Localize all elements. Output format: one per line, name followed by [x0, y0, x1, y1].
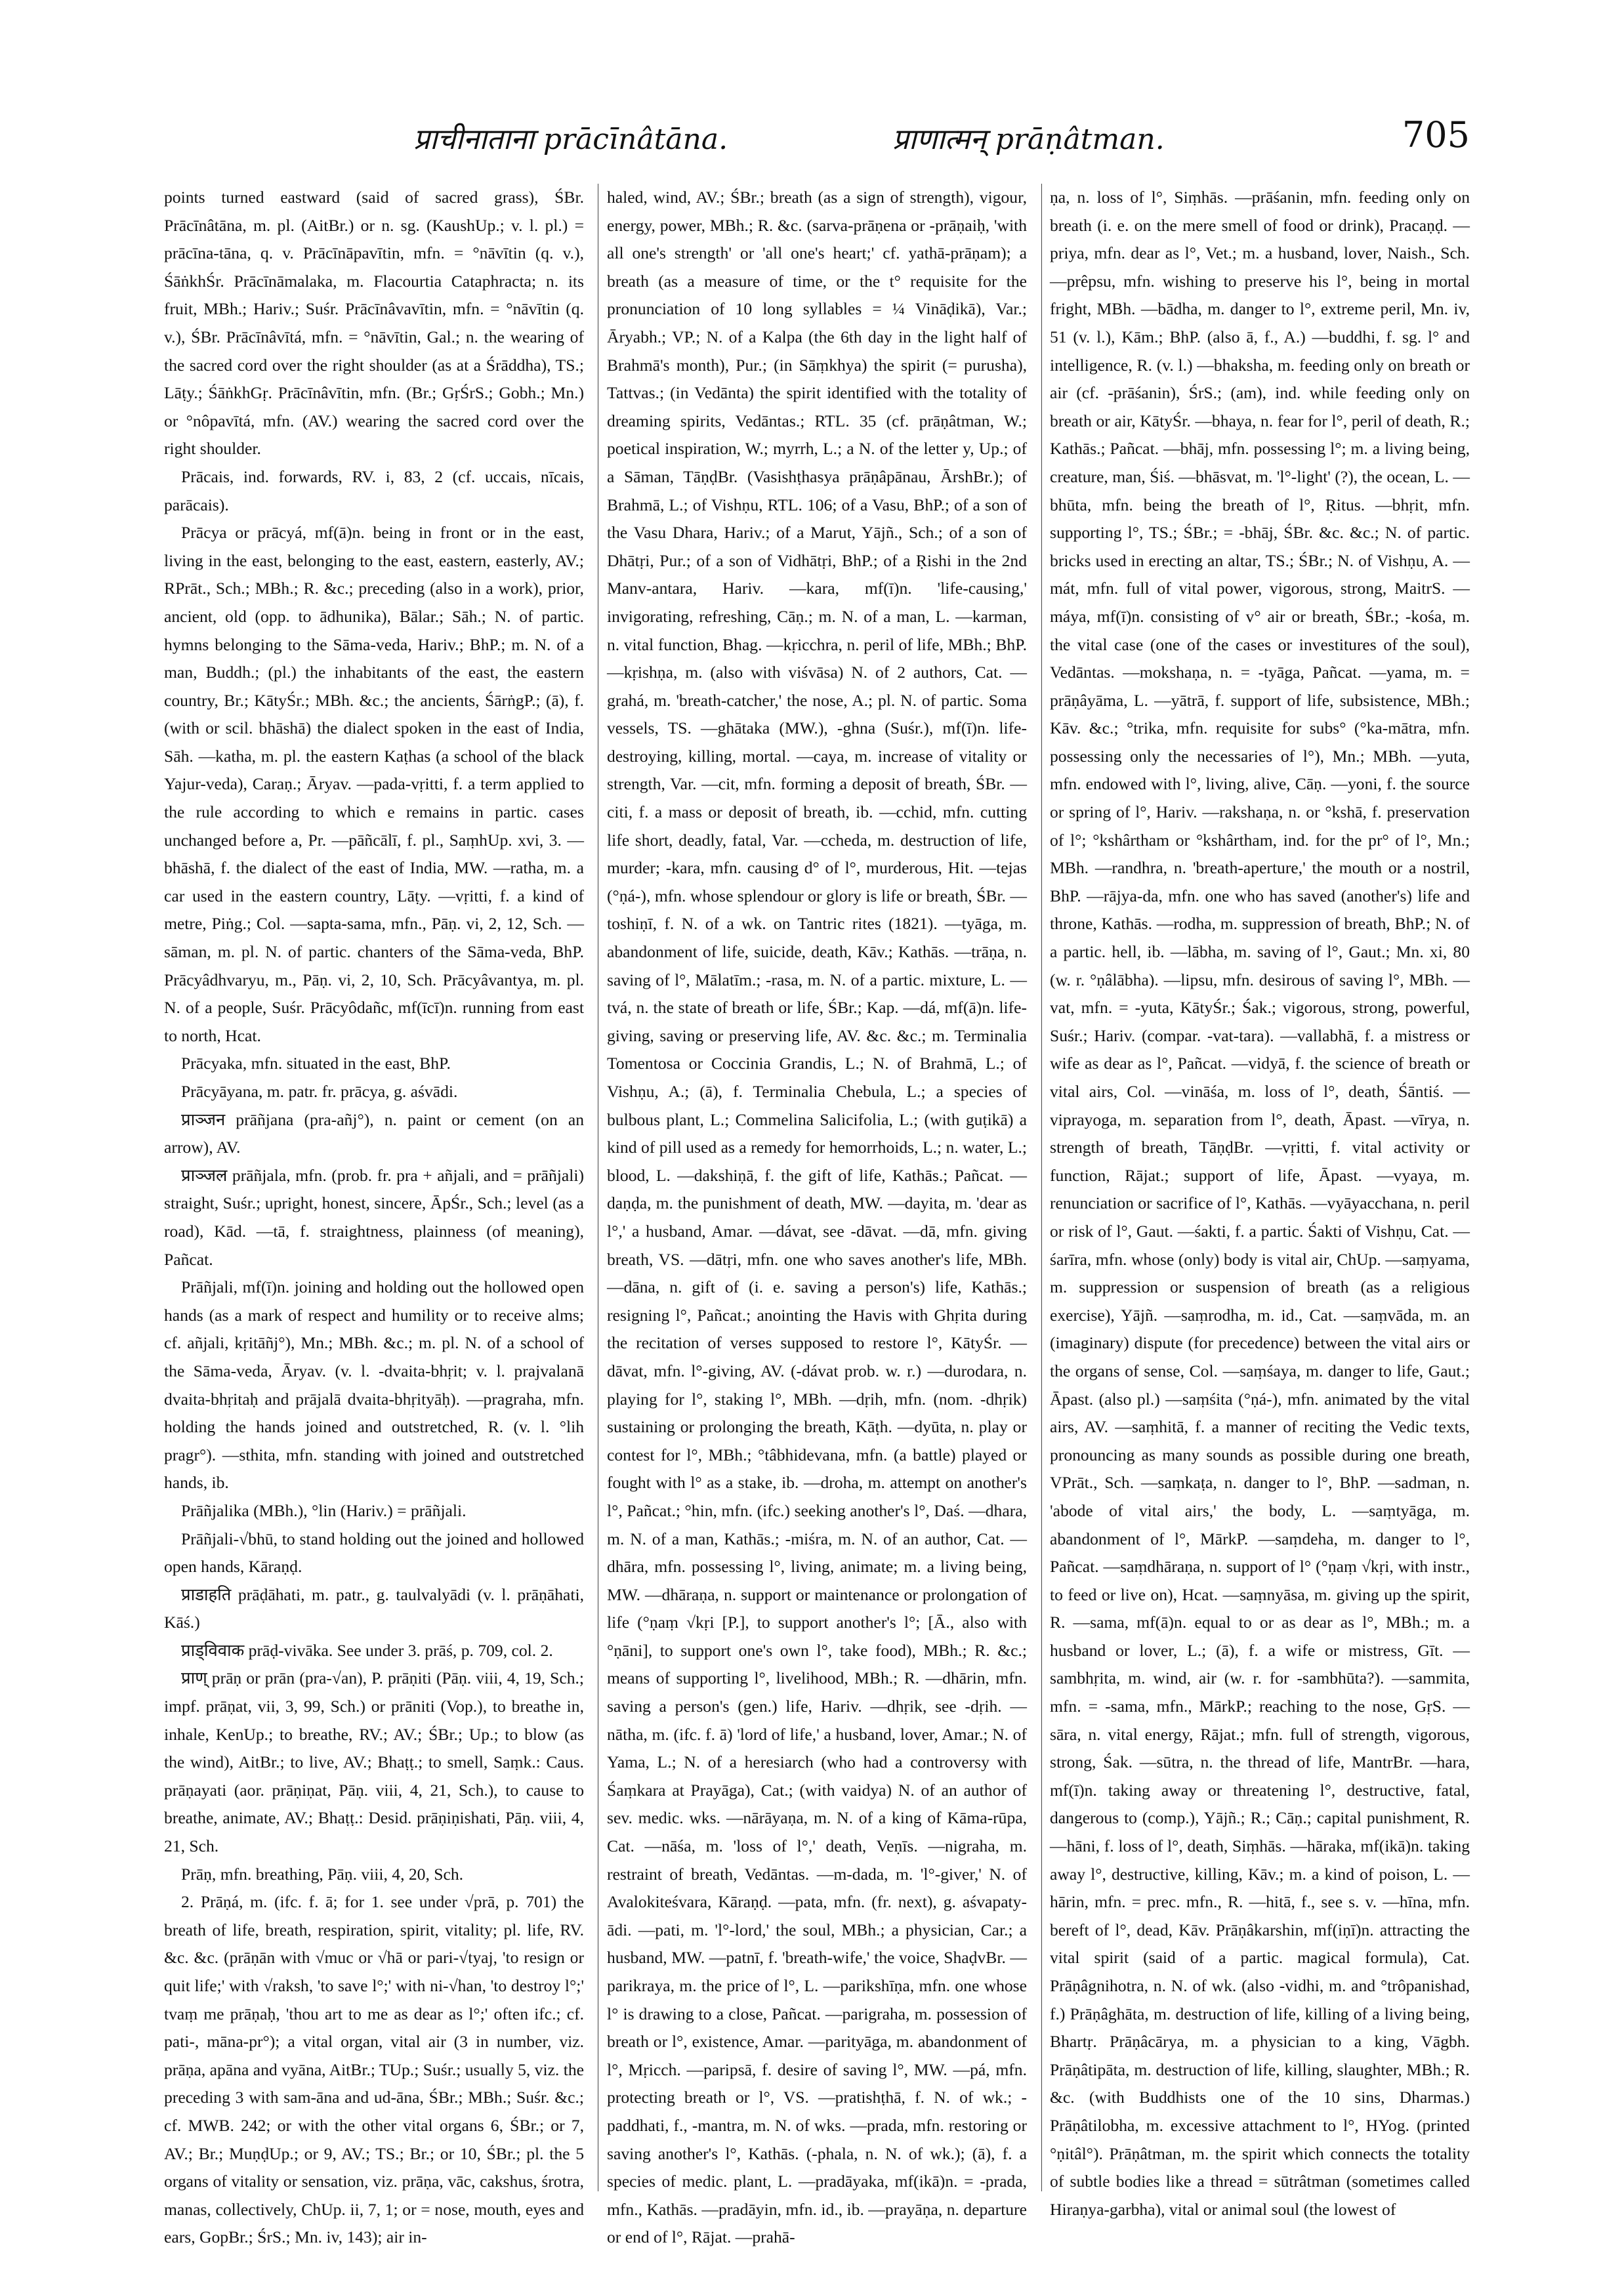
entry-paragraph: प्राड्विवाक prāḍ-vivāka. See under 3. prāś, p. 709, col. 2. [181, 1640, 553, 1660]
entry-paragraph: Prāṇ, mfn. breathing, Pāṇ. viii, 4, 20, Sch. [181, 1864, 464, 1884]
entry-paragraph: haled, wind, AV.; ŚBr.; breath (as a sign of strength), vigour, energy, power, MBh.; R. &c. (sarva-prāṇena or -prāṇaiḥ, 'with all one's strength' or 'all one's heart;' cf. yathā-prāṇam); a breath (as a measure of time, or the t° requisite for the pronunciation of 10 long syllables = ¼ Vināḍikā), Var.; Āryabh.; VP.; N. of a Kalpa (the 6th day in the light half of Brahmā's month), Pur.; (in Sāṃkhya) the spirit (= purusha), Tattvas.; (in Vedānta) the spirit identified with the totality of dreaming spirits, Vedāntas.; RTL. 35 (cf. prāṇâtman, W.; poetical inspiration, W.; myrrh, L.; a N. of the letter y, Up.; of a Sāman, TāṇḍBr. (Vasishṭhasya prāṇâpānau, ĀrshBr.); of Brahmā, L.; of Vishṇu, RTL. 106; of a Vasu, BhP.; of a son of the Vasu Dhara, Hariv.; of a Marut, Yājñ., Sch.; of a son of Dhātṛi, Pur.; of a son of Vidhātṛi, BhP.; of a Ṛishi in the 2nd Manv-antara, Hariv. —kara, mf(ī)n. 'life-causing,' invigorating, refreshing, Cāṇ.; m. N. of a man, L. —karman, n. vital function, Bhag. —kṛicchra, n. peril of life, MBh.; BhP. —kṛishṇa, m. (also with viśvāsa) N. of 2 authors, Cat. —grahá, m. 'breath-catcher,' the nose, A.; pl. N. of partic. Soma vessels, TS. —ghātaka (MW.), -ghna (Suśr.), mf(ī)n. life-destroying, killing, mortal. —caya, m. increase of vitality or strength, Var. —cit, mfn. forming a deposit of breath, ŚBr. —citi, f. a mass or deposit of breath, ib. —cchid, mfn. cutting life short, deadly, fatal, Var. —ccheda, m. destruction of life, murder; -kara, mfn. causing d° of l°, murderous, Hit. —tejas (°ṇá-), mfn. whose splendour or glory is life or breath, ŚBr. —toshiṇī, f. N. of a wk. on Tantric rites (1821). —tyāga, m. abandonment of life, suicide, death, Kāv.; Kathās. —trāṇa, n. saving of l°, Mālatīm.; -rasa, m. N. of a partic. mixture, L. —tvá, n. the state of breath or life, ŚBr.; Kap. —dá, mf(ā)n. life-giving, saving or preserving life, AV. &c. &c.; m. Terminalia Tomentosa or Coccinia Grandis, L.; N. of Brahmā, L.; of Vishṇu, A.; (ā), f. Terminalia Chebula, L.; a species of bulbous plant, L.; Commelina Salicifolia, L.; (with guṭikā) a kind of pill used as a remedy for hemorrhoids, L.; n. water, L.; blood, L. —dakshiṇā, f. the gift of life, Kathās.; Pañcat. —daṇḍa, m. the punishment of death, MW. —dayita, m. 'dear as l°,' a husband, Amar. —dávat, see -dāvat. —dā, mfn. giving breath, VS. —dātṛi, mfn. one who saves another's life, MBh. —dāna, n. gift of (i. e. saving a person's) life, Kathās.; resigning l°, Pañcat.; anointing the Havis with Ghṛita during the recitation of verses supposed to restore l°, KātyŚr. —dāvat, mfn. l°-giving, AV. (-dávat prob. w. r.) —durodara, n. playing for l°, staking l°, MBh. —dṛih, mfn. (nom. -dhṛik) sustaining or prolonging the breath, Kāṭh. —dyūta, n. play or contest for l°, MBh.; °tâbhidevana, mfn. (a battle) played or fought with l° as a stake, ib. —droha, m. attempt on another's l°, Pañcat.; °hin, mfn. (ifc.) seeking another's l°, Daś. —dhara, m. N. of a man, Kathās.; -miśra, m. N. of an author, Cat. —dhāra, mfn. possessing l°, living, animate; m. a living being, MW. —dhāraṇa, n. support or maintenance or prolongation of life (°ṇaṃ √kṛi [P.], to support another's l°; [Ā., also with °ṇāni], to support one's own l°, take food), MBh.; R. &c.; means of supporting l°, livelihood, MBh.; R. —dhārin, mfn. saving a person's (gen.) life, Hariv. —dhṛik, see -dṛih. —nātha, m. (ifc. f. ā) 'lord of life,' a husband, lover, Amar.; N. of Yama, L.; N. of a heresiarch (who had a controversy with Śaṃkara at Prayāga), Cat.; (with vaidya) N. of an author of sev. medic. wks. —nārāyaṇa, m. N. of a king of Kāma-rūpa, Cat. —nāśa, m. 'loss of l°,' death, Veṇīs. —nigraha, m. restraint of breath, Vedāntas. —m-dada, m. 'l°-giver,' N. of Avalokiteśvara, Kāraṇḍ. —pata, mfn. (fr. next), g. aśvapaty-ādi. —pati, m. 'l°-lord,' the soul, MBh.; a physician, Car.; a husband, MW. —patnī, f. 'breath-wife,' the voice, ShaḍvBr. —parikraya, m. the price of l°, L. —parikshīṇa, mfn. one whose l° is drawing to a close, Pañcat. —parigraha, m. possession of breath or l°, existence, Amar. —parityāga, m. abandonment of l°, Mṛicch. —paripsā, f. desire of saving l°, MW. —pá, mfn. protecting breath or l°, VS. —pratishṭhā, f. N. of wk.; -paddhati, f., -mantra, m. N. of wks. —prada, mfn. restoring or saving another's l°, Kathās. (-phala, n. N. of wk.); (ā), f. a species of medic. plant, L. —pradāyaka, mf(ikā)n. = -prada, mfn., Kathās. —pradāyin, mfn. id., ib. —prayāṇa, n. departure or end of l°, Rājat. —prahā- [607, 188, 1027, 2247]
header-left-headword: प्राचीनाताना prācīnâtāna. [413, 123, 728, 156]
entry-paragraph: 2. Prāṇá, m. (ifc. f. ā; for 1. see under √prā, p. 701) the breath of life, breath, respiration, spirit, vitality; pl. life, RV. &c. &c. (prāṇān with √muc or √hā or pari-√tyaj, 'to resign or quit life;' with √raksh, 'to save l°;' with ni-√han, 'to destroy l°;' tvaṃ me prāṇaḥ, 'thou art to me as dear as l°;' often ifc.; cf. pati-, māna-pr°); a vital organ, vital air (3 in number, viz. prāṇa, apāna and vyāna, AitBr.; TUp.; Suśr.; usually 5, viz. the preceding 3 with sam-āna and ud-āna, ŚBr.; MBh.; Suśr. &c.; cf. MWB. 242; or with the other vital organs 6, ŚBr.; or 7, AV.; Br.; MuṇḍUp.; or 9, AV.; TS.; Br.; or 10, ŚBr.; pl. the 5 organs of vitality or sensation, viz. prāṇa, vāc, cakshus, śrotra, manas, collectively, ChUp. ii, 7, 1; or = nose, mouth, eyes and ears, GopBr.; ŚrS.; Mn. iv, 143); air in- [164, 1892, 584, 2247]
entry-paragraph: Prāñjali, mf(ī)n. joining and holding out the hollowed open hands (as a mark of respect and humility or to receive alms; cf. añjali, kṛitāñj°), Mn.; MBh. &c.; m. pl. N. of a school of the Sāma-veda, Āryav. (v. l. -dvaita-bhṛit; v. l. prajvalanā dvaita-bhṛitaḥ and prājalā dvaita-bhṛityāḥ). —pragraha, mfn. holding the hands joined and outstretched, R. (v. l. °lih pragr°). —sthita, mfn. standing with joined and outstretched hands, ib. [164, 1277, 584, 1493]
entry-paragraph: ṇa, n. loss of l°, Siṃhās. —prāśanin, mfn. feeding only on breath (i. e. on the mere smell of food or drink), Pracaṇḍ. —priya, mfn. dear as l°, Vet.; m. a husband, lover, Naish., Sch. —prêpsu, mfn. wishing to preserve his l°, being in mortal fright, MBh. —bādha, m. danger to l°, extreme peril, Mn. iv, 51 (v. l.), Kām.; BhP. (also ā, f., A.) —buddhi, f. sg. l° and intelligence, R. (v. l.) —bhaksha, m. feeding only on breath or air (cf. -prāśanin), ŚrS.; (am), ind. while feeding only on breath or air, KātyŚr. —bhaya, n. fear for l°, peril of death, R.; Kathās.; Pañcat. —bhāj, mfn. possessing l°; m. a living being, creature, man, Śiś. —bhāsvat, m. 'l°-light' (?), the ocean, L. —bhūta, mfn. being the breath of l°, Ṛitus. —bhṛit, mfn. supporting l°, TS.; ŚBr.; = -bhāj, ŚBr. &c. &c.; N. of partic. bricks used in erecting an altar, TS.; ŚBr.; N. of Vishṇu, A. —mát, mfn. full of vital power, vigorous, strong, MaitrS. —máya, mf(ī)n. consisting of v° air or breath, ŚBr.; -kośa, m. the vital case (one of the cases or investitures of the soul), Vedāntas. —mokshaṇa, n. = -tyāga, Pañcat. —yama, m. = prāṇâyāma, L. —yātrā, f. support of life, subsistence, MBh.; Kāv. &c.; °trika, mfn. requisite for subs° (°ka-mātra, mfn. possessing only the necessaries of l°), Mn.; MBh. —yuta, mfn. endowed with l°, living, alive, Cāṇ. —yoni, f. the source or spring of l°, Hariv. —rakshaṇa, n. or °kshā, f. preservation of l°; °kshârtham or °kshârtham, ind. for the pr° of l°, Mn.; MBh. —randhra, n. 'breath-aperture,' the mouth or a nostril, BhP. —rājya-da, mfn. one who has saved (another's) life and throne, Kathās. —rodha, m. suppression of breath, BhP.; N. of a partic. hell, ib. —lābha, m. saving of l°, Gaut.; Mn. xi, 80 (w. r. °ṇâlābha). —lipsu, mfn. desirous of saving l°, MBh. —vat, mfn. = -yuta, KātyŚr.; Śak.; vigorous, strong, powerful, Suśr.; Hariv. (compar. -vat-tara). —vallabhā, f. a mistress or wife as dear as l°, Pañcat. —vidyā, f. the science of breath or vital airs, Col. —vināśa, m. loss of l°, death, Śāntiś. —viprayoga, m. separation from l°, death, Āpast. —vīrya, n. strength of breath, TāṇḍBr. —vṛitti, f. vital activity or function, Rājat.; support of life, Āpast. —vyaya, m. renunciation or sacrifice of l°, Kathās. —vyāyacchana, n. peril or risk of l°, Gaut. —śakti, f. a partic. Śakti of Vishṇu, Cat. —śarīra, mfn. whose (only) body is vital air, ChUp. —saṃyama, m. suppression or suspension of breath (as a religious exercise), Yājñ. —saṃrodha, m. id., Cat. —saṃvāda, m. an (imaginary) dispute (for precedence) between the vital airs or the organs of sense, Col. —saṃśaya, m. danger to life, Gaut.; Āpast. (also pl.) —saṃśita (°ṇá-), mfn. animated by the vital airs, AV. —saṃhitā, f. a manner of reciting the Vedic texts, pronouncing as many sounds as possible during one breath, VPrāt., Sch. —saṃkaṭa, n. danger to l°, BhP. —sadman, n. 'abode of vital airs,' the body, L. —saṃtyāga, m. abandonment of l°, MārkP. —saṃdeha, m. danger to l°, Pañcat. —saṃdhāraṇa, n. support of l° (°ṇaṃ √kṛi, with instr., to feed or live on), Hcat. —saṃnyāsa, m. giving up the spirit, R. —sama, mf(ā)n. equal to or as dear as l°, MBh.; m. a husband or lover, L.; (ā), f. a wife or mistress, Gīt. —sambhṛita, m. wind, air (w. r. for -sambhūta?). —sammita, mfn. = -sama, mfn., MārkP.; reaching to the nose, GṛS. —sāra, n. vital energy, Rājat.; mfn. full of strength, vigorous, strong, Śak. —sūtra, n. the thread of life, MantrBr. —hara, mf(ī)n. taking away or threatening l°, destructive, fatal, dangerous to (comp.), Yājñ.; R.; Cāṇ.; capital punishment, R. —hāni, f. loss of l°, death, Siṃhās. —hāraka, mf(ikā)n. taking away l°, destructive, killing, Kāv.; m. a kind of poison, L. —hārin, mfn. = prec. mfn., R. —hitā, f., see s. v. —hīna, mfn. bereft of l°, dead, Kāv. Prāṇâkarshin, mf(iṇī)n. attracting the vital spirit (said of a partic. magical formula), Cat. Prāṇâgnihotra, n. N. of wk. (also -vidhi, m. and °trôpanishad, f.) Prāṇâghāta, m. destruction of life, killing of a living being, Bhartṛ. Prāṇâcārya, m. a physician to a king, Vāgbh. Prāṇâtipāta, m. destruction of life, killing, slaughter, MBh.; R. &c. (with Buddhists one of the 10 sins, Dharmas.) Prāṇâtilobha, m. excessive attachment to l°, HYog. (printed °ṇitâl°). Prāṇâtman, m. the spirit which connects the totality of subtle bodies like a thread = sūtrâtman (sometimes called Hiraṇya-garbha), vital or animal soul (the lowest of [1050, 188, 1470, 2219]
entry-paragraph: Prācyaka, mfn. situated in the east, BhP. [181, 1054, 451, 1073]
header-right-headword: प्राणात्मन् prāṇâtman. [892, 123, 1165, 156]
entry-paragraph: Prāñjalika (MBh.), °lin (Hariv.) = prāñjali. [181, 1500, 467, 1520]
entry-paragraph: प्राण् prāṇ or prān (pra-√an), P. prāṇiti (Pāṇ. viii, 4, 19, Sch.; impf. prāṇat, vii, 3, 99, Sch.) or prāniti (Vop.), to breathe in, inhale, KenUp.; to breathe, RV.; AV.; ŚBr.; Up.; to blow (as the wind), AitBr.; to live, AV.; Bhaṭṭ.; to smell, Saṃk.: Caus. prāṇayati (aor. prāṇiṇat, Pāṇ. viii, 4, 21, Sch.), to cause to breathe, animate, AV.; Bhaṭṭ.: Desid. prāṇiṇishati, Pāṇ. viii, 4, 21, Sch. [164, 1668, 584, 1856]
entry-paragraph: points turned eastward (said of sacred grass), ŚBr. Prācīnâtāna, m. pl. (AitBr.) or n. sg. (KaushUp.; v. l. pl.) = prācīna-tāna, q. v. Prācīnāpavītin, mfn. = °nāvītin (q. v.), ŚāṅkhŚr. Prācīnāmalaka, m. Flacourtia Cataphracta; n. its fruit, MBh.; Hariv.; Suśr. Prācīnâvavītin, mfn. = °nāvītin (q. v.), ŚBr. Prācīnâvītá, mfn. = °nāvītin, Gal.; n. the wearing of the sacred cord over the right shoulder (as at a Śrāddha), TS.; Lāṭy.; ŚāṅkhGṛ. Prācīnâvītin, mfn. (Br.; GṛŚrS.; Gobh.; Mn.) or °nôpavītá, mfn. (AV.) wearing the sacred cord over the right shoulder. [164, 188, 584, 459]
entry-paragraph: Prācya or prācyá, mf(ā)n. being in front or in the east, living in the east, belonging to the east, eastern, easterly, AV.; RPrāt., Sch.; MBh.; R. &c.; preceding (also in a work), prior, ancient, old (opp. to ādhunika), Bālar.; Sāh.; N. of partic. hymns belonging to the Sāma-veda, Hariv.; BhP.; m. N. of a man, Buddh.; (pl.) the inhabitants of the east, the eastern country, Br.; KātyŚr.; MBh. &c.; the ancients, ŚārṅgP.; (ā), f. (with or scil. bhāshā) the dialect spoken in the east of India, Sāh. —katha, m. pl. the eastern Kaṭhas (a school of the black Yajur-veda), Caraṇ.; Āryav. —pada-vṛitti, f. a term applied to the rule according to which e remains in partic. cases unchanged before a, Pr. —pāñcālī, f. pl., SaṃhUp. xvi, 3. —bhāshā, f. the dialect of the east of India, MW. —ratha, m. a car used in the eastern country, Lāṭy. —vṛitti, f. a kind of metre, Piṅg.; Col. —sapta-sama, mfn., Pāṇ. vi, 2, 12, Sch. —sāman, m. pl. N. of partic. chanters of the Sāma-veda, BhP. Prācyâdhvaryu, m., Pāṇ. vi, 2, 10, Sch. Prācyâvantya, m. pl. N. of a people, Suśr. Prācyôdañc, mf(īcī)n. running from east to north, Hcat. [164, 523, 584, 1045]
text-columns [164, 184, 1470, 2247]
entry-paragraph: Prāñjali-√bhū, to stand holding out the joined and hollowed open hands, Kāraṇḍ. [164, 1529, 584, 1577]
column-2 [607, 184, 1027, 2247]
entry-paragraph: प्राडाहति prāḍāhati, m. patr., g. taulvalyādi (v. l. prāṇāhati, Kāś.) [164, 1584, 584, 1632]
entry-paragraph: Prācais, ind. forwards, RV. i, 83, 2 (cf. uccais, nīcais, parācais). [164, 466, 584, 514]
entry-paragraph: Prācyāyana, m. patr. fr. prācya, g. aśvādi. [181, 1082, 458, 1101]
entry-paragraph: प्राञ्जन prāñjana (pra-añj°), n. paint or cement (on an arrow), AV. [164, 1109, 584, 1157]
column-3 [1050, 184, 1470, 2219]
entry-paragraph: प्राञ्जल prāñjala, mfn. (prob. fr. pra + añjali, and = prāñjali) straight, Suśr.; upright, honest, sincere, ĀpŚr., Sch.; level (as a road), Kād. —tā, f. straightness, plainness (of meaning), Pañcat. [164, 1165, 584, 1269]
page-number: 705 [1402, 114, 1470, 155]
running-header [164, 114, 1470, 171]
column-1 [164, 184, 584, 2247]
